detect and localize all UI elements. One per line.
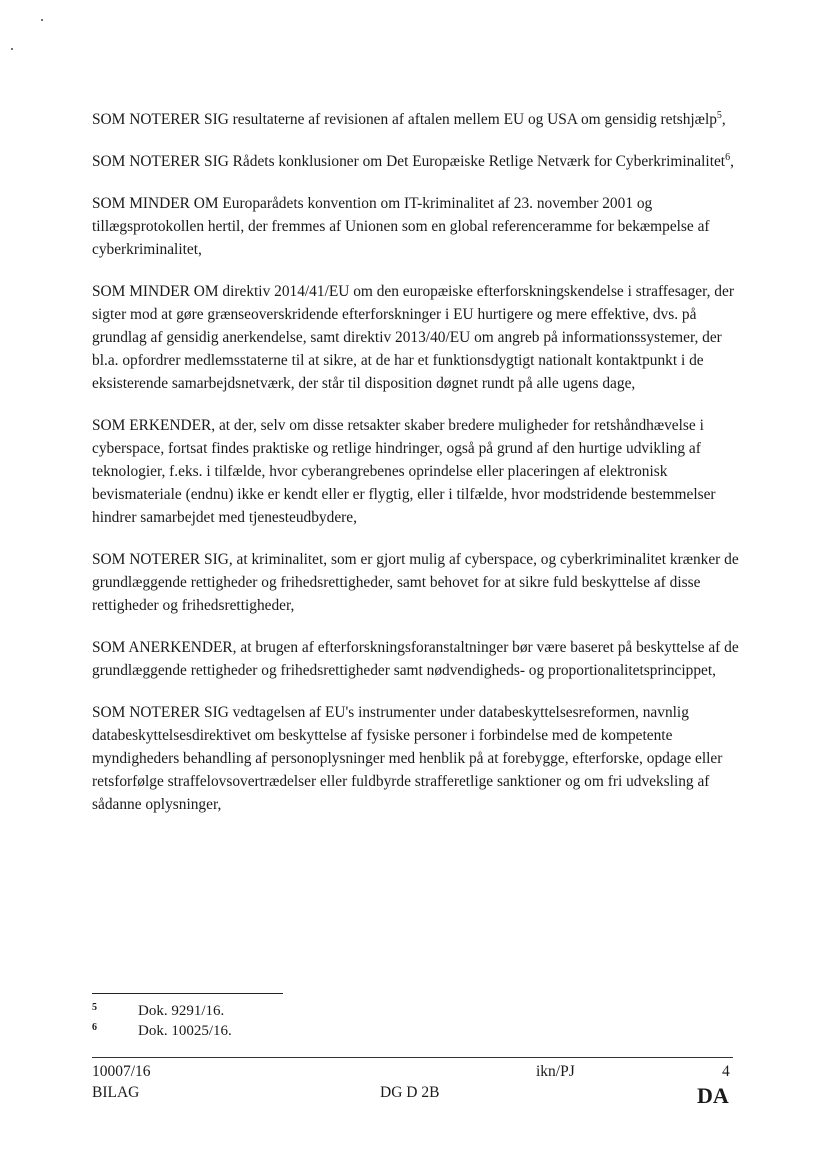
recital-paragraph: SOM MINDER OM direktiv 2014/41/EU om den europæiske efterforskningskendelse i straffesager, der sigter mod at gøre grænseoverskridende efterforskninger i EU hurtigere og mere effektive, dvs. på grundlag af gensidig anerkendelse, samt direktiv 2013/40/EU om angreb på informationssystemer, der bl.a. opfordrer medlemsstaterne til at sikre, at de har et funktionsdygtigt nationalt kontaktpunkt i de eksisterende samarbejdsnetværk, der står til disposition døgnet rundt på alle ugens dage, — [92, 283, 734, 392]
footnote — [92, 1003, 232, 1023]
document-number: 10007/16 — [92, 1063, 151, 1080]
recital-paragraph: SOM NOTERER SIG Rådets konklusioner om Det Europæiske Retlige Netværk for Cyberkriminalitet$^6$, — [92, 151, 734, 170]
directorate-code: DG D 2B — [380, 1084, 440, 1101]
footnotes — [92, 1003, 232, 1043]
footnote — [92, 1023, 232, 1043]
footnote-reference[interactable]: 5 — [716, 109, 722, 121]
footnote-number: 6 — [92, 1022, 97, 1033]
footnote-reference[interactable]: 6 — [725, 151, 731, 163]
recital-paragraph: SOM ERKENDER, at der, selv om disse retsakter skaber bredere muligheder for retshåndhævelse i cyberspace, fortsat findes praktiske og retlige hindringer, også på grund af den hurtige udvikling af teknologier, f.eks. i tilfælde, hvor cyberangrebenes oprindelse eller placeringen af elektronisk bevismateriale (endnu) ikke er kendt eller er flygtig, eller i tilfælde, hvor modstridende bestemmelser hindrer samarbejdet med tjenesteudbydere, — [92, 417, 716, 526]
page-number: 4 — [722, 1063, 730, 1080]
scan-speck — [11, 48, 13, 50]
footnote-separator — [92, 993, 283, 994]
footnote-text: Dok. 9291/16. — [138, 1003, 225, 1019]
recital-paragraph: SOM NOTERER SIG, at kriminalitet, som er gjort mulig af cyberspace, og cyberkriminalitet krænker de grundlæggende rettigheder og frihedsrettigheder, samt behovet for at sikre fuld beskyttelse af disse rettigheder og frihedsrettigheder, — [92, 551, 739, 614]
recital-paragraph: SOM ANERKENDER, at brugen af efterforskningsforanstaltninger bør være baseret på beskyttelse af de grundlæggende rettigheder og frihedsrettigheder samt nødvendigheds- og proportionalitetsprincippet, — [92, 639, 739, 679]
scan-speck — [41, 19, 43, 21]
document-body — [92, 108, 740, 835]
footnote-number: 5 — [92, 1002, 97, 1013]
author-initials: ikn/PJ — [536, 1063, 575, 1080]
recital-paragraph: SOM NOTERER SIG resultaterne af revisionen af aftalen mellem EU og USA om gensidig retshjælp$^5$, — [92, 109, 726, 128]
recital-paragraph: SOM MINDER OM Europarådets konvention om IT-kriminalitet af 23. november 2001 og tillægsprotokollen hertil, der fremmes af Unionen som en global referenceramme for bekæmpelse af cyberkriminalitet, — [92, 195, 710, 258]
footer-rule — [92, 1057, 733, 1058]
recital-paragraph: SOM NOTERER SIG vedtagelsen af EU's instrumenter under databeskyttelsesreformen, navnlig databeskyttelsesdirektivet om beskyttelse af fysiske personer i forbindelse med de kompetente myndigheders behandling af personoplysninger med henblik på at forebygge, efterforske, opdage eller retsforfølge straffelovsovertrædelser eller fuldbyrde strafferetlige sanktioner og om fri udveksling af sådanne oplysninger, — [92, 704, 723, 813]
annex-label: BILAG — [92, 1084, 140, 1101]
language-code: DA — [697, 1083, 729, 1108]
footnote-text: Dok. 10025/16. — [138, 1023, 232, 1039]
